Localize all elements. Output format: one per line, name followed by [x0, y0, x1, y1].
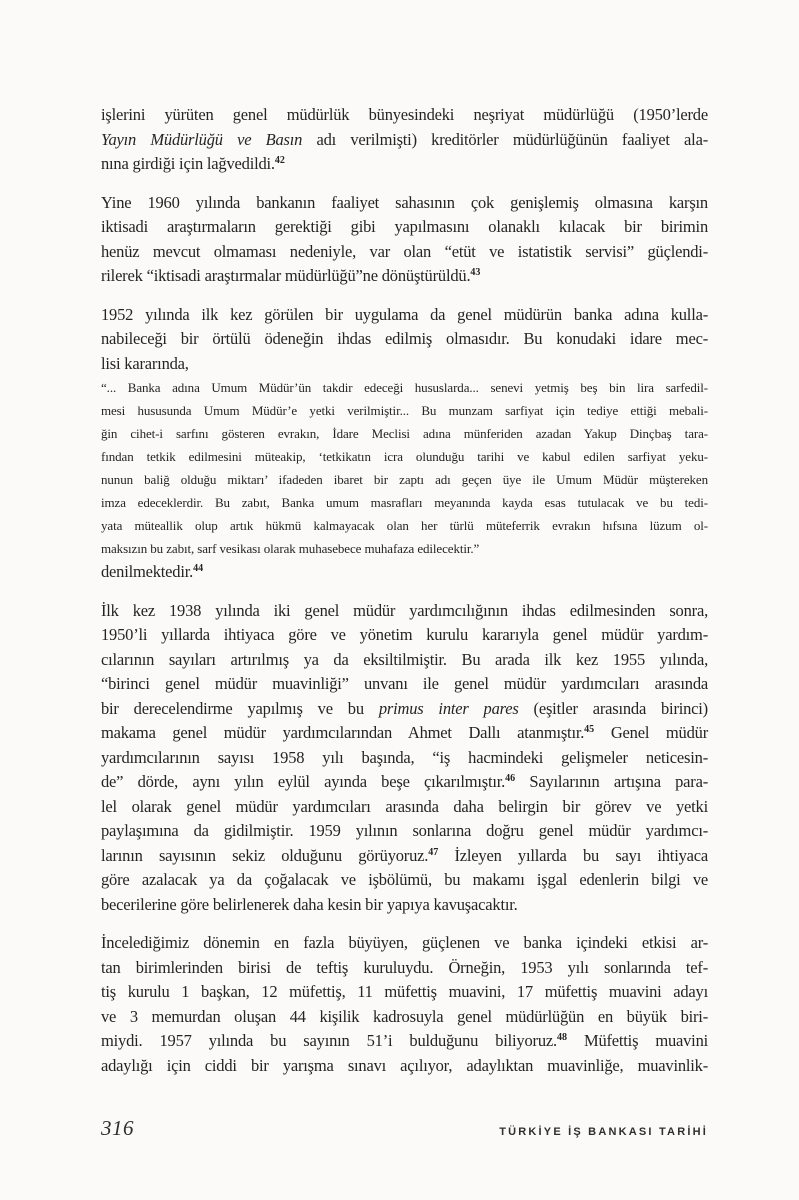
text-run: bir derecelendirme yapılmış ve bu — [101, 698, 379, 718]
text-line — [101, 399, 708, 422]
text-run: (eşitler arasında birinci) — [518, 698, 708, 718]
text-run: larının sayısının sekiz olduğunu görüyoruz. — [101, 845, 429, 865]
text-run: İncelediğimiz dönemin en fazla büyüyen, güçlenen ve banka içindeki etkisi ar- — [101, 933, 708, 952]
text-run: yardımcılarının sayısı 1958 yılı başında, “iş hacmindeki gelişmeler neticesin- — [101, 747, 708, 767]
text-line — [101, 721, 708, 746]
footnote-ref: 48 — [556, 1032, 567, 1043]
text-run: henüz mevcut olmaması nedeniyle, var olan “etüt ve istatistik servisi” güçlendi- — [101, 241, 708, 261]
text-run: İlk kez 1938 yılında iki genel müdür yardımcılığının ihdas edilmesinden sonra, — [101, 600, 708, 620]
text-run: paylaşımına da gidilmiştir. 1959 yılının sonlarına doğru genel müdür yardımcı- — [101, 821, 708, 840]
text-line — [101, 1029, 708, 1054]
footnote-ref: 43 — [470, 267, 481, 278]
text-run: adı verilmişti) kreditörler müdürlüğünün faaliyet ala- — [302, 129, 708, 149]
text-run: lisi kararında, — [101, 353, 189, 373]
text-line — [101, 1005, 708, 1030]
text-run: mesi hususunda Umum Müdür’e yetki verilmiştir... Bu munzam sarfiyat için tediye ettiği mebali- — [101, 403, 708, 418]
text-run: nunun baliğ olduğu miktarı’ ifadeden ibaret bir zaptı adı geçen üye ile Umum Müdür müştereken — [101, 472, 708, 487]
text-line — [101, 422, 708, 445]
text-line — [101, 152, 708, 177]
text-line — [101, 672, 708, 697]
text-line — [101, 980, 708, 1005]
text-line — [101, 844, 708, 869]
text-run: miydi. 1957 yılında bu sayının 51’i bulduğunu biliyoruz. — [101, 1031, 557, 1050]
text-line — [101, 746, 708, 771]
text-line — [101, 1054, 708, 1079]
text-line — [101, 103, 708, 128]
text-run: 1952 yılında ilk kez görülen bir uygulama da genel müdürün banka adına kulla- — [101, 304, 708, 324]
text-line — [101, 623, 708, 648]
text-column — [101, 103, 708, 1092]
text-line — [101, 893, 708, 918]
text-run: İzleyen yıllarda bu sayı ihtiyaca — [438, 845, 708, 865]
text-run: imza edeceklerdir. Bu zabıt, Banka umum masrafları meyanında kayda esas tutulacak ve bu tedi- — [101, 495, 708, 510]
italic-run: Yayın Müdürlüğü ve Basın — [101, 129, 303, 149]
text-line — [101, 819, 708, 844]
text-line — [101, 352, 708, 377]
block-quote — [101, 376, 708, 560]
text-run: tiş kurulu 1 başkan, 12 müfettiş, 11 müfettiş muavini, 17 müfettiş muavini adayı — [101, 982, 708, 1001]
text-line — [101, 128, 708, 153]
text-line — [101, 697, 708, 722]
paragraph-2 — [101, 191, 708, 289]
text-run: lel olarak genel müdür yardımcıları arasında daha belirgin bir görev ve yetki — [101, 796, 708, 816]
text-line — [101, 931, 708, 956]
text-line — [101, 956, 708, 981]
italic-run: primus inter pares — [378, 698, 519, 718]
text-run: denilmektedir. — [101, 562, 194, 581]
quote-closing-line — [101, 560, 708, 585]
text-run: Müfettiş muavini — [566, 1031, 708, 1050]
text-line — [101, 191, 708, 216]
footnote-ref: 45 — [584, 724, 595, 735]
text-line — [101, 795, 708, 820]
text-run: ğin cihet-i sarfını gösteren evrakın, İdare Meclisi adına münferiden azadan Yakup Dinçbaş tara- — [101, 426, 708, 441]
text-line — [101, 215, 708, 240]
text-line — [101, 599, 708, 624]
page-number: 316 — [101, 1116, 134, 1140]
footnote-ref: 42 — [274, 155, 285, 166]
footnote-ref: 46 — [505, 773, 516, 784]
text-run: fından tetkik edilmesini müteakip, ‘tetkikatın icra olunduğu tarihi ve kabul edilen sarfiyat yeku- — [101, 449, 708, 464]
text-run: Genel müdür — [594, 723, 708, 742]
text-run: nabileceği bir örtülü ödeneğin ihdas edilmiş olmasıdır. Bu konudaki idare mec- — [101, 329, 708, 348]
text-run: cılarının sayıları artırılmış ya da eksiltilmiştir. Bu arada ilk kez 1955 yılında, — [101, 649, 708, 669]
text-line — [101, 327, 708, 352]
text-line — [101, 445, 708, 468]
paragraph-5 — [101, 931, 708, 1078]
text-run: de” dörde, aynı yılın eylül ayında beşe çıkarılmıştır. — [101, 772, 506, 791]
text-line — [101, 560, 708, 585]
text-run: rilerek “iktisadi araştırmalar müdürlüğü”ne dönüştürüldü. — [101, 266, 471, 285]
text-run: Sayılarının artışına para- — [515, 772, 708, 791]
paragraph-1 — [101, 103, 708, 177]
text-line — [101, 491, 708, 514]
text-line — [101, 868, 708, 893]
text-run: becerilerine göre belirlenerek daha kesin bir yapıya kavuşacaktır. — [101, 894, 518, 914]
text-run: adaylığı için ciddi bir yarışma sınavı açılıyor, adaylıktan muavinliğe, muavinlik- — [101, 1055, 708, 1075]
text-line — [101, 376, 708, 399]
footnote-ref: 44 — [193, 563, 204, 574]
text-run: “... Banka adına Umum Müdür’ün takdir edeceği hususlarda... senevi yetmiş beş bin lira sarfedil- — [101, 380, 708, 395]
text-line — [101, 648, 708, 673]
text-line — [101, 537, 708, 560]
text-line — [101, 770, 708, 795]
text-run: tan birimlerinden birisi de teftiş kuruluydu. Örneğin, 1953 yılı sonlarında tef- — [101, 957, 708, 977]
text-run: iktisadi araştırmaların gerektiği gibi yapılmasını olanaklı kılacak bir birimin — [101, 217, 708, 236]
text-run: Yine 1960 yılında bankanın faaliyet sahasının çok genişlemiş olmasına karşın — [101, 192, 708, 212]
text-line — [101, 468, 708, 491]
text-run: 1950’li yıllarda ihtiyaca göre ve yönetim kurulu kararıyla genel müdür yardım- — [101, 625, 708, 644]
page-footer — [101, 1116, 708, 1141]
text-line — [101, 303, 708, 328]
text-run: işlerini yürüten genel müdürlük bünyesindeki neşriyat müdürlüğü (1950’lerde — [101, 105, 708, 124]
running-title: TÜRKİYE İŞ BANKASI TARİHİ — [499, 1126, 708, 1138]
text-run: maksızın bu zabıt, sarf vesikası olarak muhasebece muhafaza edilecektir.” — [101, 541, 480, 556]
text-run: göre azalacak ya da çoğalacak ve işbölümü, bu makamı işgal edenlerin bilgi ve — [101, 870, 708, 889]
text-run: ve 3 memurdan oluşan 44 kişilik kadrosuyla genel müdürlüğün en büyük biri- — [101, 1006, 708, 1026]
text-run: “birinci genel müdür muavinliği” unvanı ile genel müdür yardımcıları arasında — [101, 674, 708, 693]
paragraph-3 — [101, 303, 708, 377]
text-line — [101, 264, 708, 289]
paragraph-4 — [101, 599, 708, 918]
text-run: makama genel müdür yardımcılarından Ahmet Dallı atanmıştır. — [101, 723, 585, 742]
text-run: yata müteallik olup artık hükmü kalmayacak olan her türlü müteferrik evrakın hıfsına lüzum ol- — [101, 518, 708, 533]
text-run: nına girdiği için lağvedildi. — [101, 154, 275, 173]
text-line — [101, 240, 708, 265]
text-line — [101, 514, 708, 537]
footnote-ref: 47 — [428, 846, 439, 858]
